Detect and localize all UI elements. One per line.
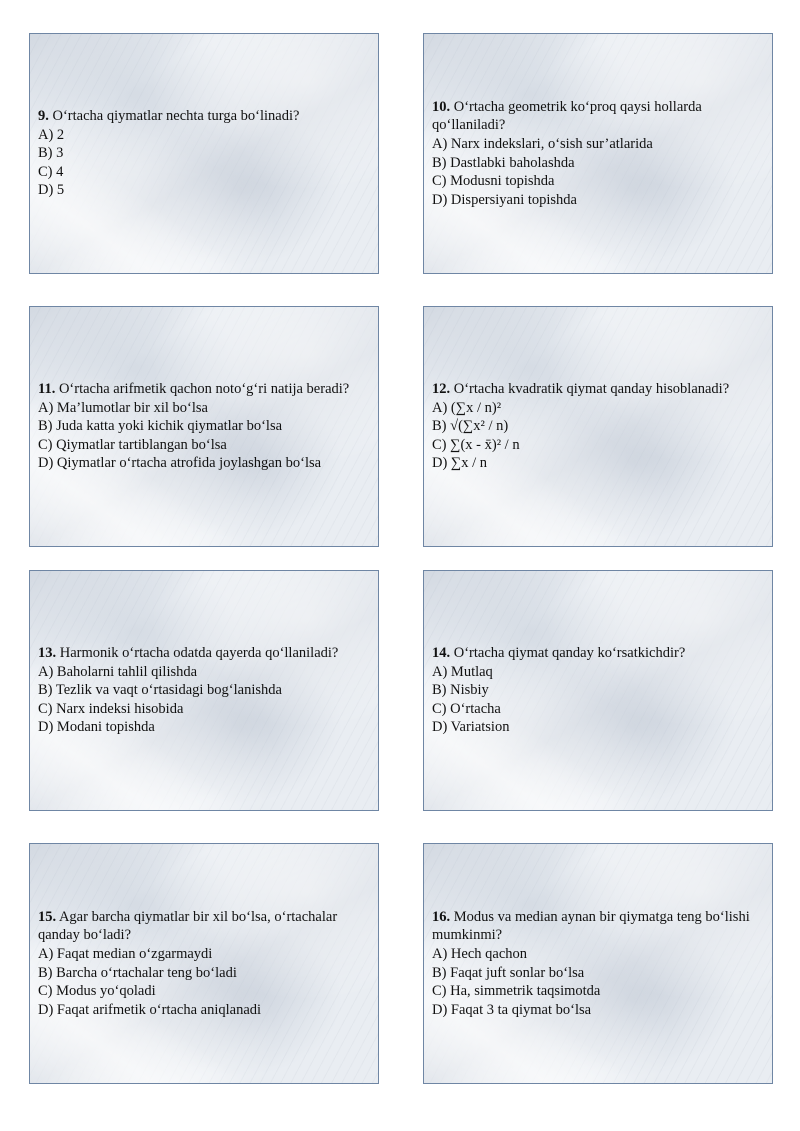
option-a: A) 2: [38, 126, 65, 143]
question-content: [30, 380, 378, 473]
question-text: O‘rtacha arifmetik qachon noto‘g‘ri natija beradi?: [58, 381, 350, 398]
option-c: C) 4: [38, 163, 64, 180]
option-a: A) Faqat median o‘zgarmaydi: [38, 945, 213, 962]
option-a: A) Mutlaq: [432, 663, 493, 680]
option-d: D) Faqat arifmetik o‘rtacha aniqlanadi: [38, 1001, 262, 1018]
question-number: 13.: [38, 645, 57, 662]
question-card-13: [29, 570, 379, 811]
option-d: D) 5: [38, 182, 65, 199]
question-text: O‘rtacha qiymat qanday ko‘rsatkichdir?: [453, 645, 686, 662]
question-card-9: [29, 33, 379, 274]
option-d: D) Qiymatlar o‘rtacha atrofida joylashgan bo‘lsa: [38, 455, 322, 472]
question-content: [424, 908, 772, 1020]
question-text: O‘rtacha geometrik ko‘proq qaysi hollarda qo‘llaniladi?: [432, 98, 702, 134]
question-content: [30, 908, 378, 1020]
option-d: D) Variatsion: [432, 719, 510, 736]
question-number: 12.: [432, 381, 451, 398]
question-content: [424, 98, 772, 210]
question-content: [424, 644, 772, 737]
question-content: [30, 644, 378, 737]
option-c: C) Qiymatlar tartiblangan bo‘lsa: [38, 436, 227, 453]
option-b: B) Barcha o‘rtachalar teng bo‘ladi: [38, 964, 237, 981]
question-number: 9.: [38, 108, 49, 125]
option-d: D) Dispersiyani topishda: [432, 191, 577, 208]
option-b: B) Faqat juft sonlar bo‘lsa: [432, 964, 585, 981]
option-d: D) Modani topishda: [38, 719, 155, 736]
option-b: B) Tezlik va vaqt o‘rtasidagi bog‘lanishda: [38, 682, 282, 699]
option-c: C) Narx indeksi hisobida: [38, 700, 184, 717]
question-card-11: [29, 306, 379, 547]
option-c: C) ∑(x - x̄)² / n: [432, 436, 520, 453]
question-text: O‘rtacha qiymatlar nechta turga bo‘linadi?: [52, 108, 300, 125]
option-c: C) Modusni topishda: [432, 173, 555, 190]
question-text: Modus va median aynan bir qiymatga teng bo‘lishi mumkinmi?: [432, 908, 750, 944]
option-a: A) Narx indekslari, o‘sish sur’atlarida: [432, 135, 653, 152]
option-b: B) Juda katta yoki kichik qiymatlar bo‘lsa: [38, 418, 283, 435]
question-content: [30, 107, 378, 200]
question-card-10: [423, 33, 773, 274]
option-b: B) 3: [38, 145, 64, 162]
option-c: C) Modus yo‘qoladi: [38, 983, 156, 1000]
option-a: A) (∑x / n)²: [432, 399, 502, 416]
option-a: A) Hech qachon: [432, 945, 528, 962]
question-card-16: [423, 843, 773, 1084]
question-text: Agar barcha qiymatlar bir xil bo‘lsa, o‘rtachalar qanday bo‘ladi?: [38, 908, 338, 944]
option-a: A) Ma’lumotlar bir xil bo‘lsa: [38, 399, 208, 416]
question-card-15: [29, 843, 379, 1084]
option-b: B) √(∑x² / n): [432, 418, 509, 435]
question-number: 10.: [432, 98, 451, 115]
question-number: 16.: [432, 908, 451, 925]
option-c: C) Ha, simmetrik taqsimotda: [432, 983, 601, 1000]
question-card-12: [423, 306, 773, 547]
question-card-14: [423, 570, 773, 811]
question-text: Harmonik o‘rtacha odatda qayerda qo‘llaniladi?: [59, 645, 339, 662]
option-d: D) Faqat 3 ta qiymat bo‘lsa: [432, 1001, 592, 1018]
question-content: [424, 380, 772, 473]
option-c: C) O‘rtacha: [432, 700, 501, 717]
question-number: 15.: [38, 908, 57, 925]
question-number: 11.: [38, 381, 56, 398]
option-b: B) Dastlabki baholashda: [432, 154, 575, 171]
question-text: O‘rtacha kvadratik qiymat qanday hisoblanadi?: [453, 381, 730, 398]
option-a: A) Baholarni tahlil qilishda: [38, 663, 198, 680]
option-d: D) ∑x / n: [432, 455, 488, 472]
question-number: 14.: [432, 645, 451, 662]
option-b: B) Nisbiy: [432, 682, 489, 699]
